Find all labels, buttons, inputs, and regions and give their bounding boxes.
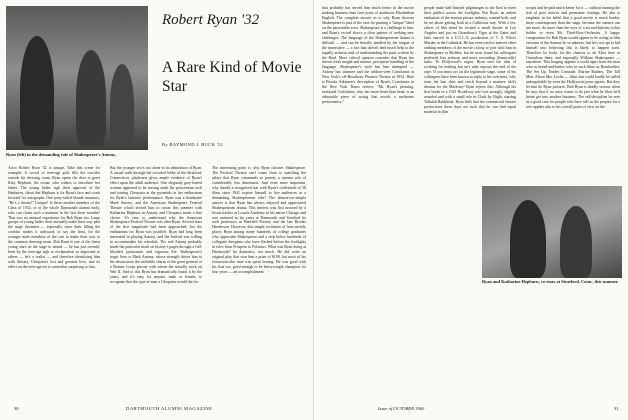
article-column-6: scripts and he paid much better for it — without running the risk of poor notices and premature closings. He also is emphatic in his belief that a good movie is much harder, more contemporary than the stage, because the camera can see more, do more than the eyes of a second-balcony ticket holder or even Mr. Third-Row-Orchestra. A happy compromise for Bob Ryan would appear to be acting in film versions of the dramas he so admires, but he's not apt to kid himself into believing this is likely to happen soon. Therefore he looks for the chances to do Eliot here or Giraudoux there, and especially William Shakespeare — anywhere. This longing appears a world apart from the man who as bread-and-butter roles in such films as Bombardier, The Set Up, Tender Comrade, Marine Raiders, The Tall Men, About Mrs. Leslie — films that could hardly be called unforgettable by even the Hollywood press agents. But they let him do Ryan pictures. Bob Ryan is deadly serious when he says that if an actor wants to do just what he likes he'd better get into another business. The self-discipline he sees as a good cure for people who have self as the prepare for a role applies also to his overall point of view on the (526, 6, 620, 110)
issue-date: Issue of OCTOBER 1960 (378, 406, 425, 411)
article-column-1: Actor Robert Ryan '32 is unique. Take this scene for example: A crowd of teen-age girls fills the corridor outside his dressing room. Ryan opens the door to greet Katy Hepburn, his costar, who wishes to introduce her father. The young ladies sigh their approval of the Hepburns, shout that Hepburn is for Ryan's face and crush forward for autographs. One pony-tailed blonde murmurs, "He's a dream!" Unique? Is there another member of the Class of 1932, or of the whole Dartmouth alumni body, who can claim such a moment in the last three months? That was an unusual experience for Bob Ryan too. Large groups of young ladies don't normally make their way past the stage doormen — especially since their filling the corridor makes it awkward, to say the least, for the younger male members of the cast to make their way to the common dressing room. Bob Ryan is one of the finest young stars on the stage to attend — he has just recently been by the teen-age sigh or exclamation so important to others — he's a realist — and therefore identifying him with Antony, Cleopatra's lost and greatest love, and its effect on the teen-age set is somewhat surprising to him. (8, 166, 100, 270)
antony-photo (6, 6, 148, 150)
page-number-left: 30 (14, 406, 19, 411)
article-column-4: that probably has served him much better in the movie making business than four years of assiduous Elizabethan English. The complete answer as to why Ryan chooses Shakespeare is part of the case for pinning a "unique" label on the personable actor. Shakespeare is a challenge to him, and Ryan's record shows a clear pattern of seeking new challenges. The language of the Shakespearean drama is difficult — and can be brutally handled by the tongue of the insensitive — a fact that doesn't lend much help to the equally arduous task of understanding the parts written by the Bard. More critical opinion concedes that Ryan has shown fresh insight and mature, perceptive handling of the language. Shakespeare's style has him attempted — Antony has summer and the seldom-seen Coriolanus at New York's off-Broadway Phoenix Theatre in 1954. Here is Brooks Atkinson's description of Ryan's Coriolanus in the New York Times review: "Mr. Ryan's pleasing, irrational Coriolanus, who has more heart than head, is an admirable piece of acting that avoids a meltsome performance." (322, 6, 414, 105)
article-column-2: But the younger set is not alone in its admiration of Ryan. A casual walk through the crowded lobby of the Stratford, Connecticut, playhouse gives ample evidence of Ryan's effect upon the adult audience. One elegantly gray-haired woman appeared to be tossing aside the proscenium arch and joining Cleopatra at the pyramids in her enthusiasm for Ryan's fantastic performance. Ryan was a handsome Mark Antony, and the American Shakespeare Festival Theatre which invited him to costar this summer with Katharine Hepburn in Antony and Cleopatra made a fine choice. It's easy to understand why the American Shakespeare Festival Theatre was after Ryan. Several stars of the first magnitude had been approached, but the enthusiasm for Ryan was justified. Ryan had long been interested in playing Antony, and the festival was willing to accommodate his schedule. The real Antony probably made the particular mark on history's pages through a full-blooded, passionate, and vigorous life. Shakespeare's tragic hero is Mark Antony, whose strength drives him to his destruction; the ineffable charm of the great general or a Roman Corps private with whom the actually work on War II. And to this Ryan has dramatically found it by the years, and it's easy for anyone, male or female, to recognize that the type of man a Cleopatra would die for. (110, 166, 202, 284)
article-byline: By RAYMOND J. BUCK '52 (162, 142, 223, 147)
figure-ryan-2 (510, 200, 546, 278)
figure-hepburn (560, 206, 592, 278)
page-number-right: 31 (614, 406, 619, 411)
figure-ryan (20, 36, 54, 146)
photo-caption-right: Ryan and Katharine Hepburn, co-stars at Stratford, Conn., this summer. (482, 279, 619, 284)
photo-caption-left: Ryan (left) in the demanding role of Shakespeare's Antony. (6, 152, 117, 157)
article-kicker: Robert Ryan '32 (162, 12, 260, 28)
article-column-3: The interesting point is why Ryan chooses Shakespeare. The Festival Theatre can't come close to matching the salary that Ryan commands to portray a cinema role of considerably less dimension. And even more important, why should a recognized star with Ryan's credentials of 58 films since 1941 expose himself to live audiences in a demanding Shakespearean role? The almost-too-simple answer is that Ryan has always enjoyed and appreciated Shakespearean drama. This interest was first aroused by a Jesuit teacher at Loyola Academy in his native Chicago and was nurtured in his years at Dartmouth and Stratford by such professors as Benfield Pressey and the late Brooks Henderson. However, this simple recitation of facts merely places Ryan among many hundreds of college graduates who appreciate Shakespeare and a step below hundreds of collegiate thespians who have flashed before the footlights in roles from Prospero to Polonius. What was Ryan doing at Dartmouth? he dramatics, not much. He did write an original play that won him a prize of $100, but most of his extracurricular time was spent boxing. He was good with his fists too, good enough to be heavyweight champion for four years — an accomplishment (212, 166, 306, 275)
figure-actor-2 (110, 64, 134, 146)
figure-actor (76, 50, 106, 146)
right-page (314, 0, 628, 420)
magazine-name: DARTMOUTH ALUMNI MAGAZINE (126, 406, 213, 411)
article-column-5: people make half-hearted pilgrimages to the East to meet their publics across the footlights. But Ryan, an ardent enthusiast of the motion picture industry, wanted both, and he set about getting both in a California way. With a few others of like mind he recited a small theatre in Los Angeles and put on Giraudoux's Tiger at the Gates and later starred in a U.C.L.A. production of T. S. Eliot's Murder in the Cathedral. He has even tried to interest other ranking members of the movie colony to join with him in Shakespeare or Molière, but he soon found his colleagues preferred less arduous and more rewarding (financially) tasks. To Hollywood's regret, Ryan sees the idea of working for nothing but art's sake reposes the end of the rope. If you must act on the legitimate stage, some of his colleagues have been known to reply to his overtures, why wear the hair shirt and reach beyond a matinee idol's dreams for the Marlowe? Ryan rejects this. Although his first break in a 1941 Broadway role was strongly, slightly rounded and with a small role in Clash by Night, starring Tallulah Bankhead, Ryan feels that the commercial theater productions these days are such that he can find equal material in film (424, 6, 516, 115)
hepburn-photo (482, 186, 622, 278)
article-headline: A Rare Kind of Movie Star (162, 59, 302, 95)
